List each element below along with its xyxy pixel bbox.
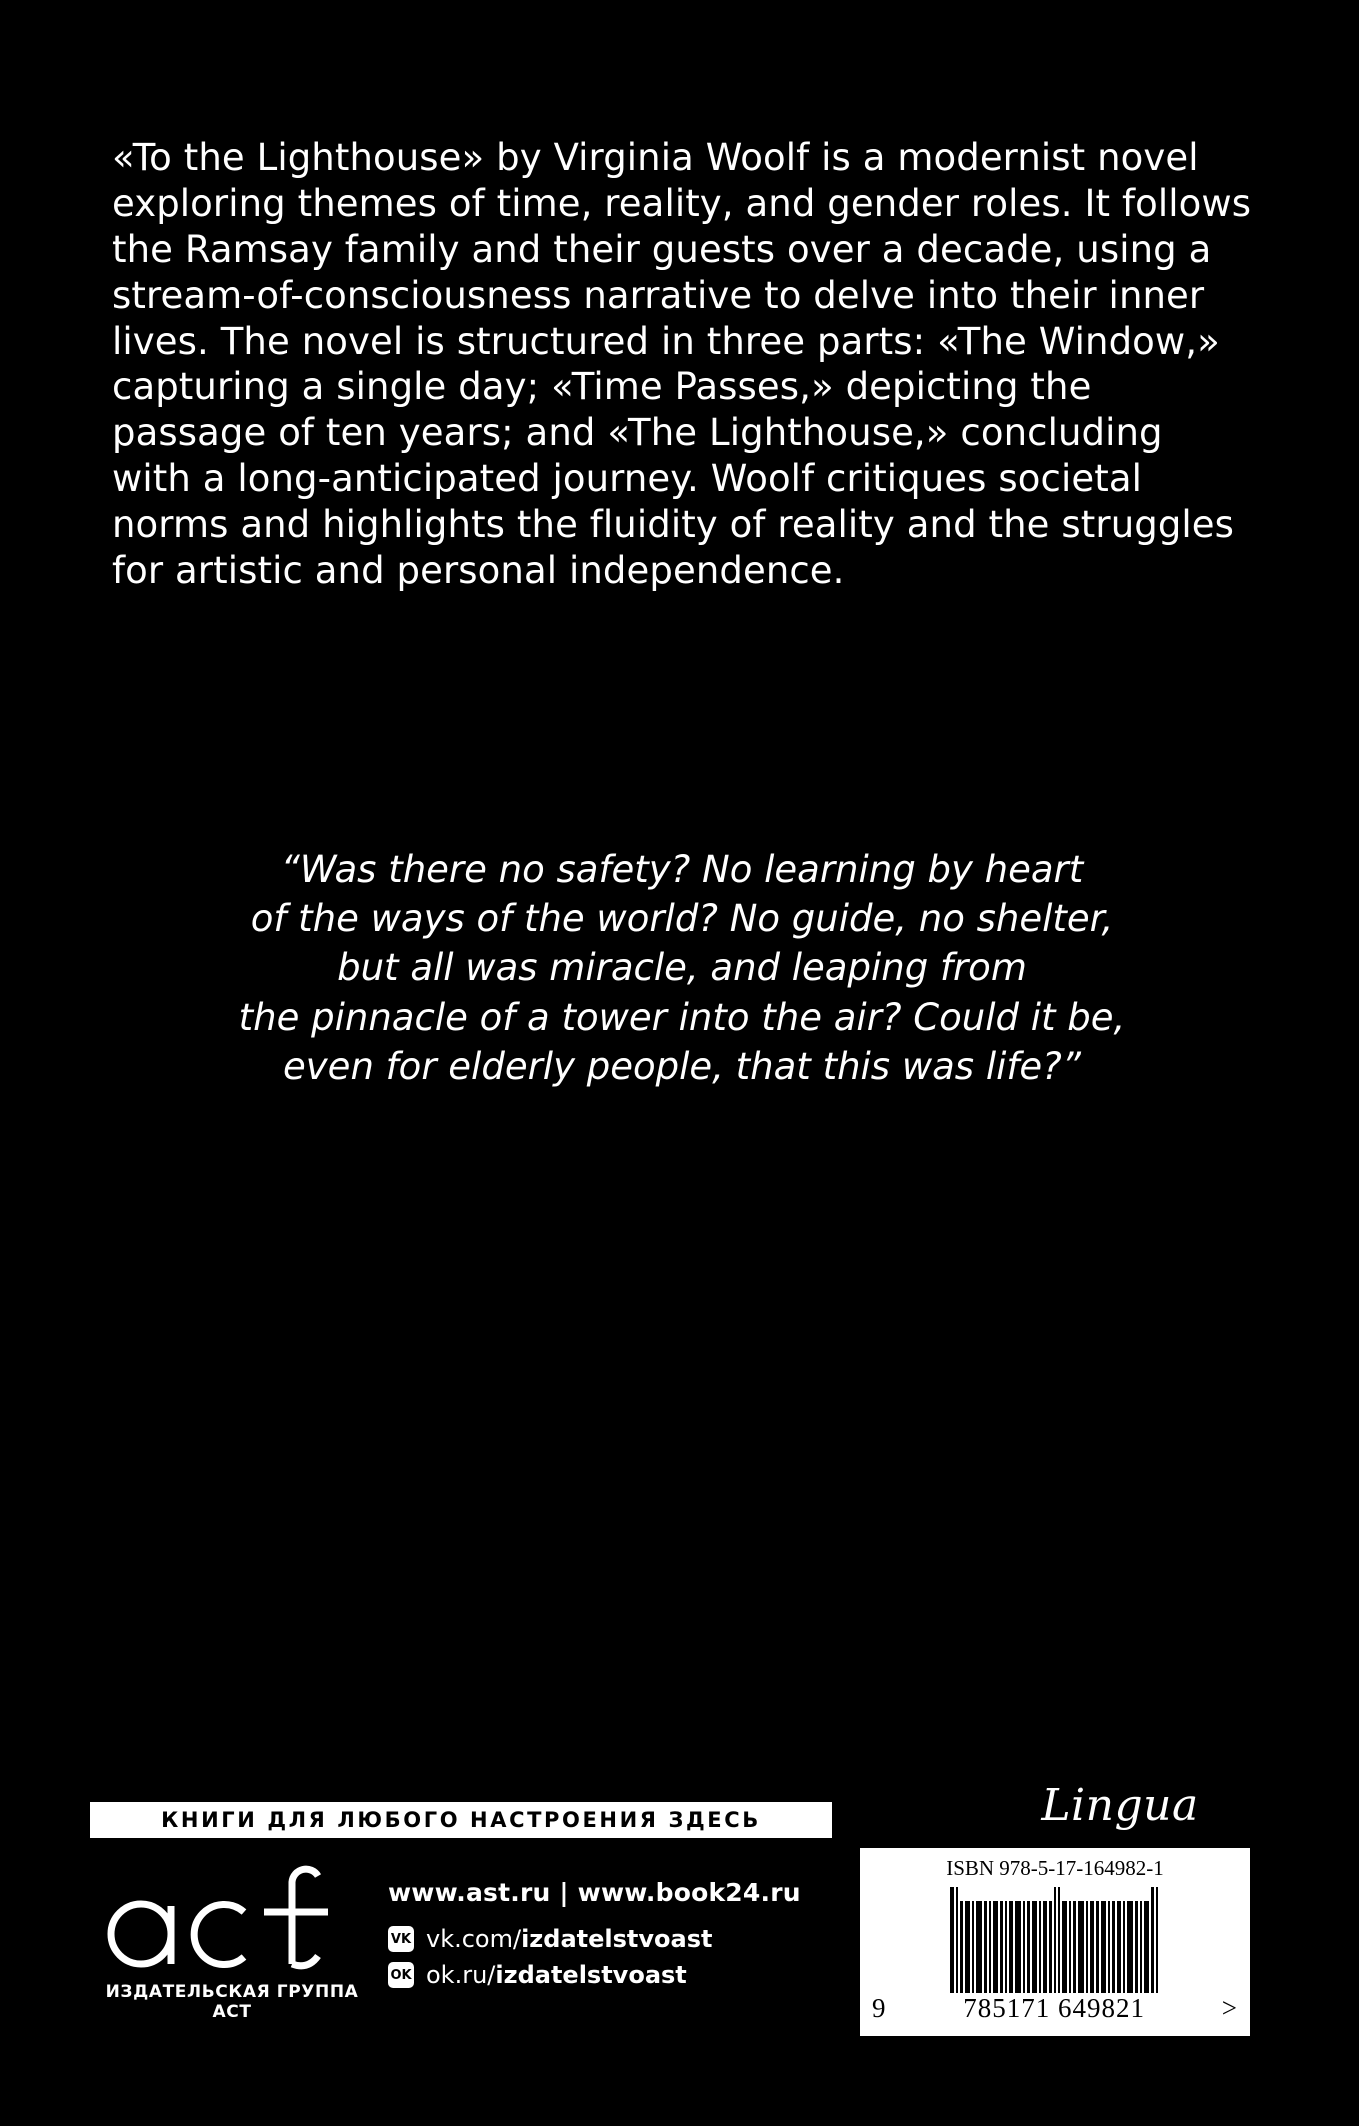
quote-line: even for elderly people, that this was life?” — [283, 1044, 1081, 1088]
website-links[interactable]: www.ast.ru | www.book24.ru — [388, 1878, 801, 1907]
isbn-barcode-block — [860, 1848, 1250, 2036]
quote-line: the pinnacle of a tower into the air? Could it be, — [238, 995, 1126, 1039]
isbn-left-digit: 9 — [872, 1993, 887, 2023]
social-link-ok[interactable] — [388, 1961, 868, 1989]
ast-logo-icon — [96, 1856, 366, 1976]
publisher-caption: ИЗДАТЕЛЬСКАЯ ГРУППА АСТ — [105, 1982, 359, 2022]
isbn-label: ISBN 978-5-17-164982-1 — [946, 1856, 1164, 1880]
book-blurb: «To the Lighthouse» by Virginia Woolf is a modernist novel exploring themes of time, reality, and gender roles. It follows the Ramsay family and their guests over a decade, using a stream-of-consciousness narrative to delve into their inner lives. The novel is structured in three parts: «The Window,» capturing a single day; «Time Passes,» depicting the passage of ten years; and «The Lighthouse,» concluding with a long-anticipated journey. Woolf critiques societal norms and highlights the fluidity of reality and the struggles for artistic and personal independence. — [112, 136, 1252, 592]
quote-line: but all was miracle, and leaping from — [337, 946, 1027, 990]
barcode-icon — [870, 1887, 1240, 1993]
quote-line: “Was there no safety? No learning by heart — [280, 848, 1084, 891]
isbn-digits — [870, 1993, 1240, 2024]
ok-icon: OK — [388, 1962, 414, 1988]
slogan-bar: КНИГИ ДЛЯ ЛЮБОГО НАСТРОЕНИЯ ЗДЕСЬ — [90, 1802, 832, 1838]
footer-block — [0, 1760, 1359, 2126]
social-link-vk[interactable] — [388, 1925, 868, 1953]
isbn-main-digits: 785171 649821 — [963, 1993, 1145, 2023]
isbn-right-mark: > — [1221, 1993, 1238, 2023]
imprint-logo: Lingua — [1041, 1780, 1199, 1831]
book-quote — [112, 845, 1252, 1091]
vk-link-text: vk.com/izdatelstvoast — [426, 1925, 713, 1953]
ok-link-text: ok.ru/izdatelstvoast — [426, 1961, 687, 1989]
quote-line: of the ways of the world? No guide, no shelter, — [250, 897, 1114, 941]
web-links — [388, 1878, 868, 1997]
vk-icon: VK — [388, 1926, 414, 1952]
